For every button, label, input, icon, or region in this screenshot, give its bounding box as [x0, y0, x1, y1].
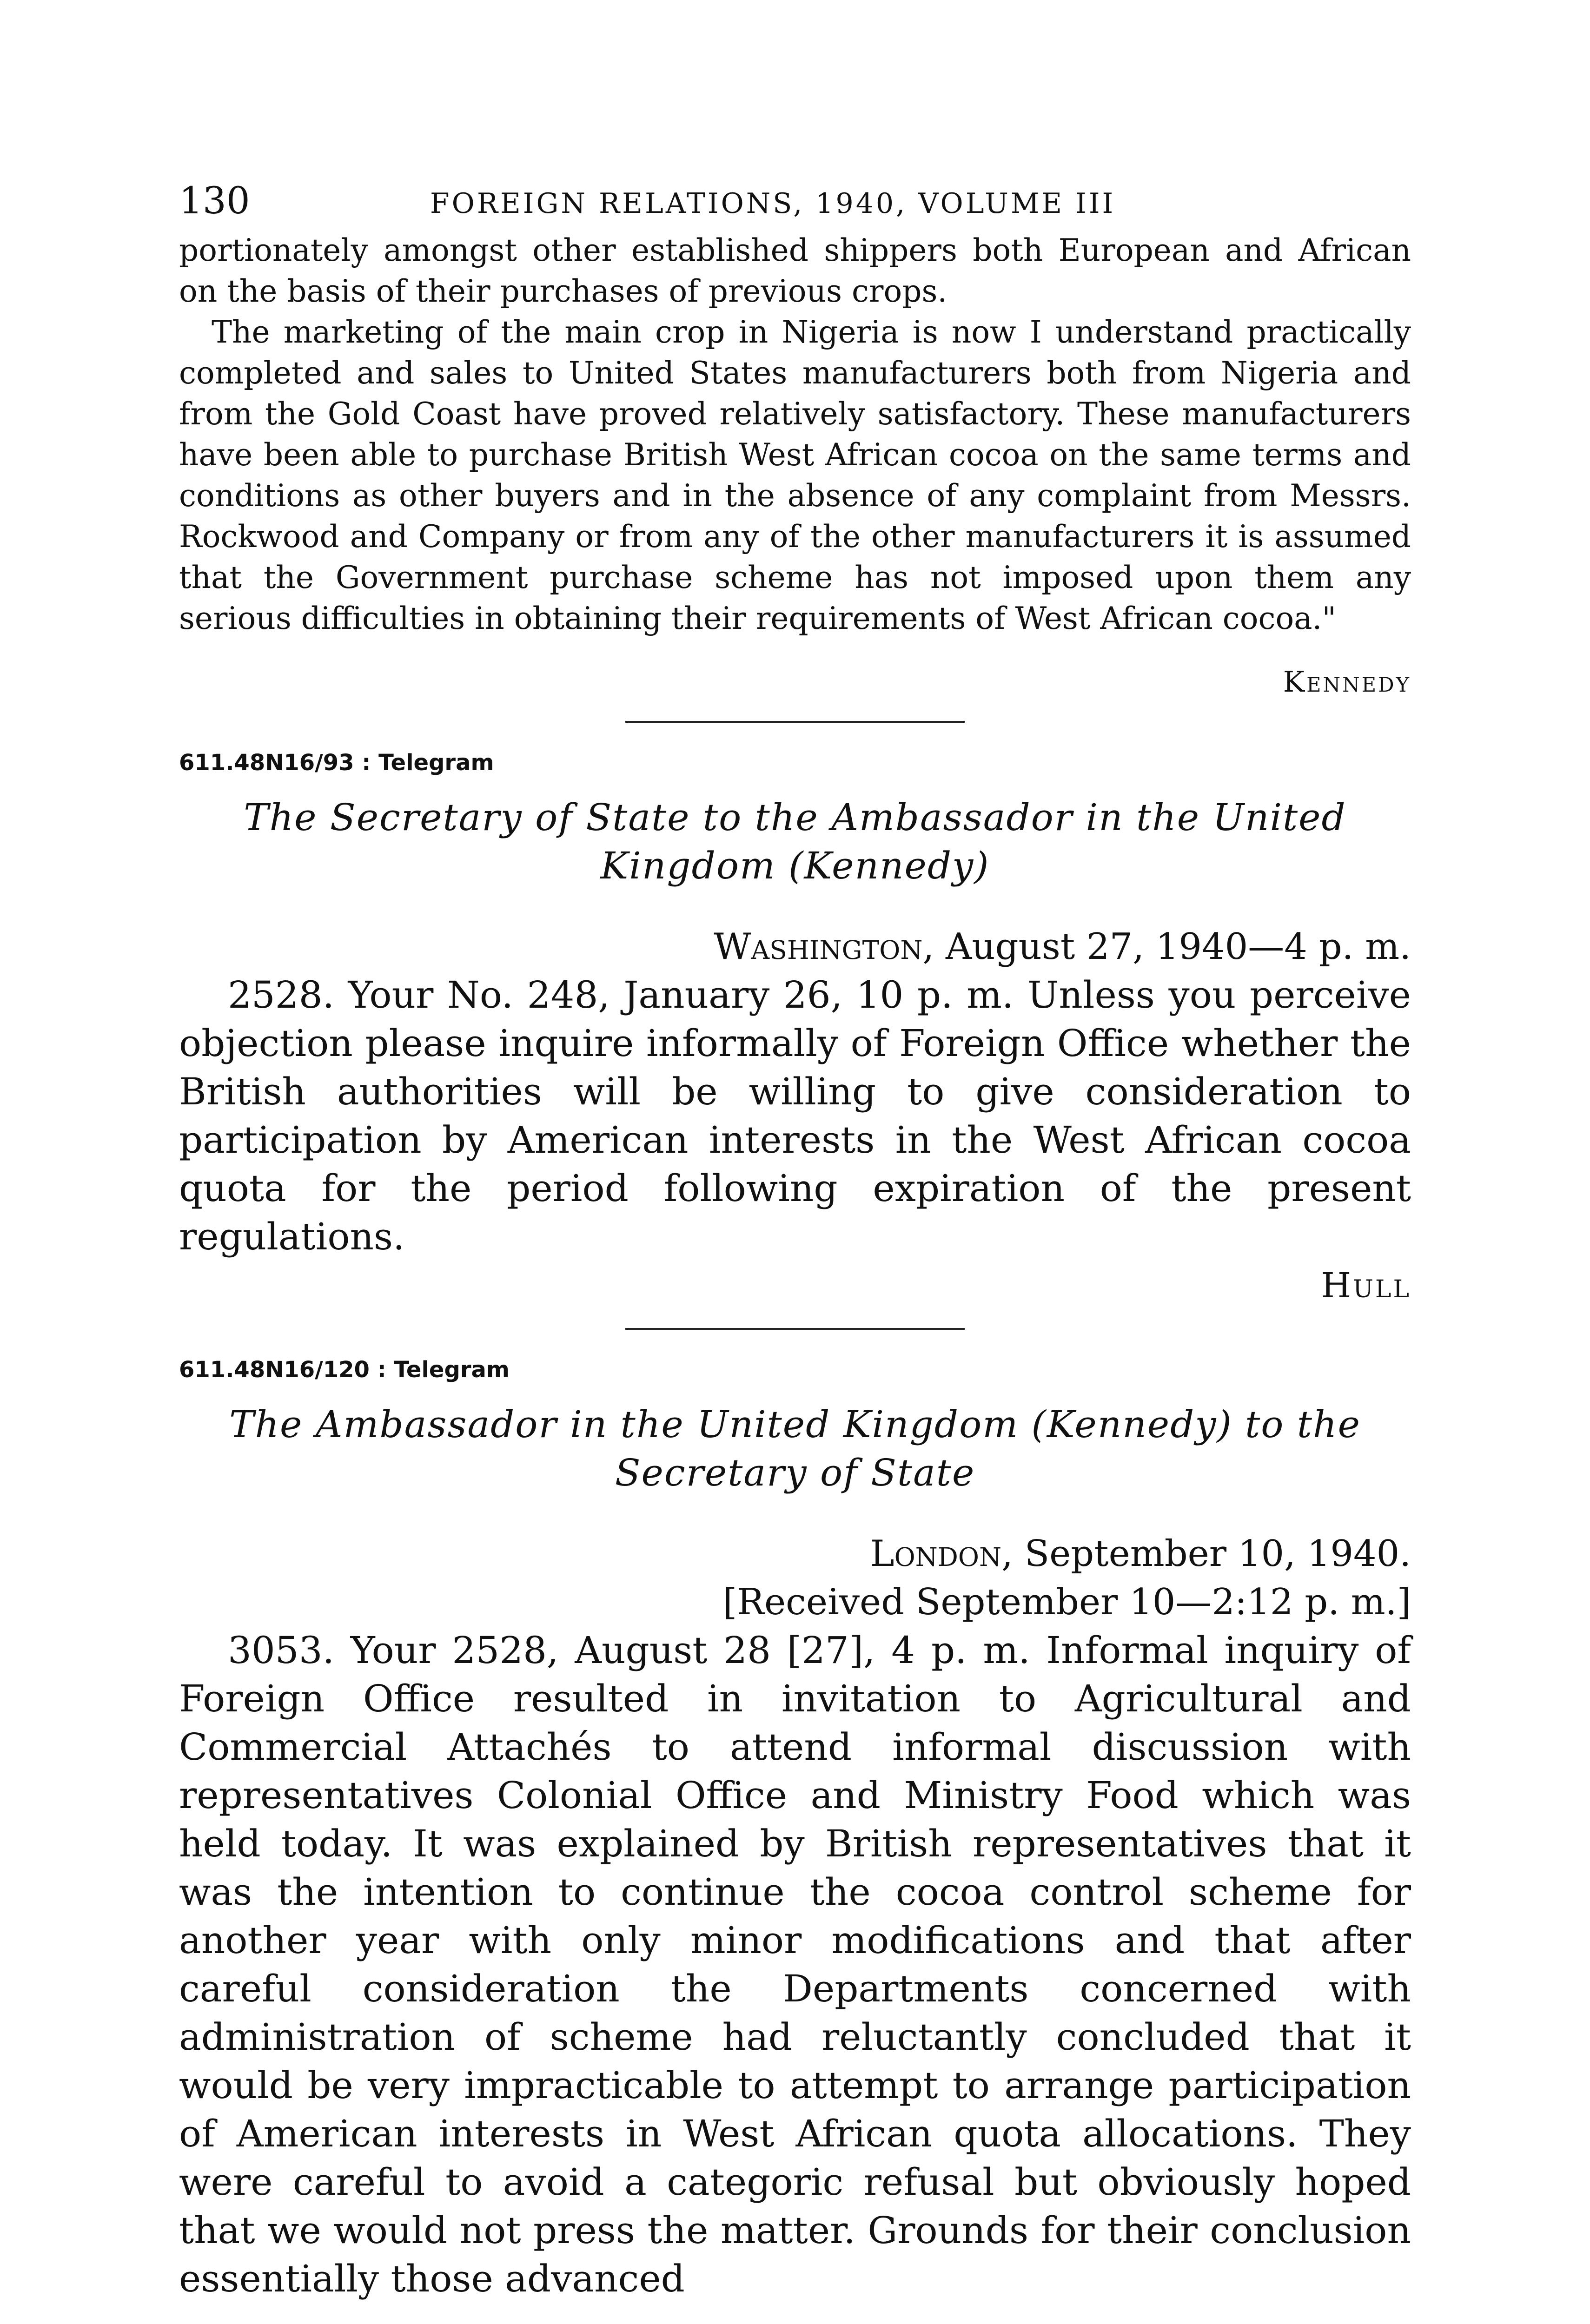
telegram-body: 2528. Your No. 248, January 26, 10 p. m. Unless you perceive objection please inquire informally of Foreign Office whether the British authorities will be willing to give consideration to participation by American interests in the West African cocoa quota for the period following expiration of the present regulations. — [179, 973, 1411, 1258]
dateline-date: , September 10, 1940. — [1001, 1533, 1411, 1575]
running-title: FOREIGN RELATIONS, 1940, VOLUME III — [430, 187, 1116, 220]
dateline-place: Washington — [714, 926, 923, 968]
file-reference: 611.48N16/93 : Telegram — [179, 750, 494, 776]
document-page — [179, 179, 1411, 2303]
signature-hull: Hull — [1321, 1266, 1411, 1306]
continuation-paragraph-2: The marketing of the main crop in Nigeria is now I understand practically completed and sales to United States manufacturers both from Nigeria and from the Gold Coast have proved relatively satisfactory. These manufacturers have been able to purchase British West African cocoa on the same terms and conditions as other buyers and in the absence of any complaint from Messrs. Rockwood and Company or from any of the other manufacturers it is assumed that the Government purchase scheme has not imposed upon them any serious difficulties in obtaining their requirements of West African cocoa." — [179, 314, 1411, 636]
file-reference: 611.48N16/120 : Telegram — [179, 1357, 510, 1383]
dateline-place: London — [870, 1533, 1002, 1575]
document-title: The Ambassador in the United Kingdom (Kennedy) to the Secretary of State — [229, 1403, 1361, 1494]
continuation-paragraph-1: portionately amongst other established shippers both European and African on the basis of their purchases of previous crops. — [179, 232, 1411, 309]
dateline — [179, 923, 1411, 971]
section-divider — [625, 721, 965, 723]
received-note: [Received September 10—2:12 p. m.] — [722, 1581, 1411, 1623]
dateline — [179, 1530, 1411, 1626]
telegram-body: 3053. Your 2528, August 28 [27], 4 p. m. Informal inquiry of Foreign Office resulted in invitation to Agricultural and Commercial Attachés to attend informal discussion with representatives Colonial Office and Ministry Food which was held today. It was explained by British representatives that it was the intention to continue the cocoa control scheme for another year with only minor modifications and that after careful consideration the Departments concerned with administration of scheme had reluctantly concluded that it would be very impracticable to attempt to arrange participation of American interests in West African quota allocations. They were careful to avoid a categoric refusal but obviously hoped that we would not press the matter. Grounds for their conclusion essentially those advanced — [179, 1629, 1411, 2300]
document-611-48N16-93 — [179, 750, 1411, 1306]
page-number: 130 — [179, 179, 250, 222]
running-header — [179, 179, 1411, 230]
document-title: The Secretary of State to the Ambassador in the United Kingdom (Kennedy) — [244, 796, 1346, 887]
section-divider — [625, 1328, 965, 1330]
document-611-48N16-120 — [179, 1357, 1411, 2303]
signature-kennedy: Kennedy — [1283, 665, 1411, 699]
dateline-date: , August 27, 1940—4 p. m. — [922, 926, 1411, 968]
continuation-section — [179, 230, 1411, 699]
